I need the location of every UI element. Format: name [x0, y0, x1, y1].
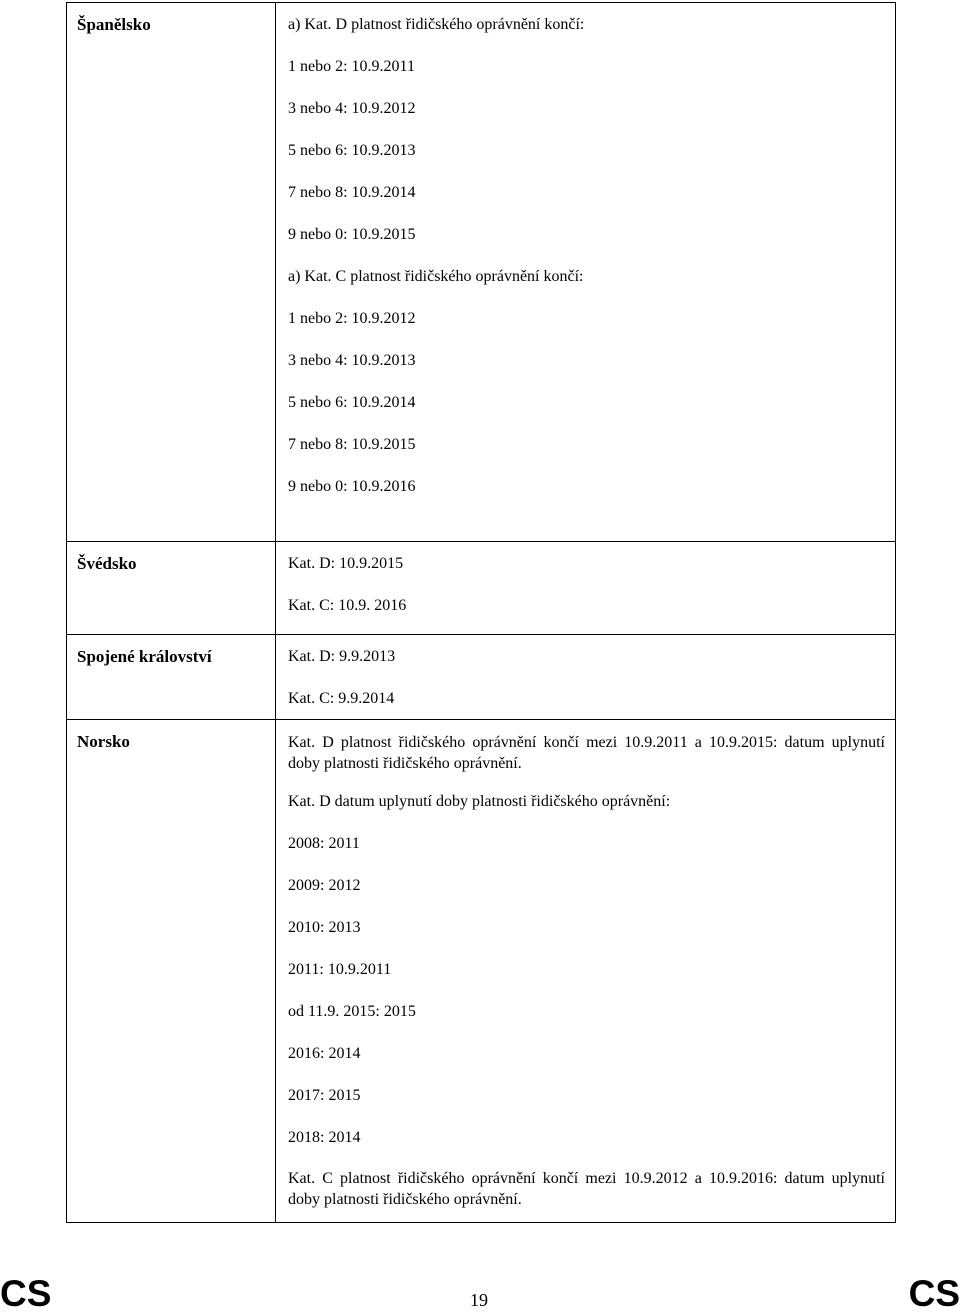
- text-line: Kat. D: 9.9.2013: [288, 648, 396, 665]
- content-cell: [276, 542, 896, 635]
- text-line: 3 nebo 4: 10.9.2013: [288, 352, 416, 369]
- text-line: a) Kat. C platnost řidičského oprávnění končí:: [288, 268, 584, 285]
- text-line: 2008: 2011: [288, 835, 360, 852]
- text-line: Kat. D datum uplynutí doby platnosti řidičského oprávnění:: [288, 793, 671, 810]
- text-line: 2010: 2013: [288, 919, 361, 936]
- country-name: Švédsko: [77, 554, 137, 573]
- text-line: od 11.9. 2015: 2015: [288, 1003, 416, 1020]
- text-line: 1 nebo 2: 10.9.2011: [288, 58, 415, 75]
- text-line: Kat. D: 10.9.2015: [288, 555, 404, 572]
- text-line: 5 nebo 6: 10.9.2014: [288, 394, 416, 411]
- text-line: 3 nebo 4: 10.9.2012: [288, 100, 416, 117]
- text-line: 5 nebo 6: 10.9.2013: [288, 142, 416, 159]
- country-cell: [67, 3, 276, 542]
- table-row: [67, 3, 896, 542]
- country-cell: [67, 720, 276, 1223]
- country-name: Spojené království: [77, 647, 212, 666]
- country-name: Norsko: [77, 732, 130, 751]
- language-code-left: CS: [0, 1273, 52, 1314]
- country-cell: [67, 542, 276, 635]
- text-paragraph: Kat. C platnost řidičského oprávnění končí mezi 10.9.2012 a 10.9.2016: datum uplynutí doby platnosti řidičského oprávnění.: [288, 1170, 885, 1208]
- text-line: 2011: 10.9.2011: [288, 961, 392, 978]
- text-line: 2018: 2014: [288, 1129, 361, 1146]
- validity-table: [66, 2, 896, 1223]
- table-row: [67, 542, 896, 635]
- text-line: 2017: 2015: [288, 1087, 361, 1104]
- text-line: 9 nebo 0: 10.9.2016: [288, 478, 416, 495]
- country-name: Španělsko: [77, 15, 151, 34]
- text-paragraph: Kat. D platnost řidičského oprávnění končí mezi 10.9.2011 a 10.9.2015: datum uplynutí doby platnosti řidičského oprávnění.: [288, 734, 885, 772]
- text-line: 1 nebo 2: 10.9.2012: [288, 310, 416, 327]
- table-row: [67, 635, 896, 720]
- text-line: 2016: 2014: [288, 1045, 361, 1062]
- text-line: a) Kat. D platnost řidičského oprávnění končí:: [288, 16, 585, 33]
- text-line: 2009: 2012: [288, 877, 361, 894]
- content-cell: [276, 720, 896, 1223]
- content-cell: [276, 3, 896, 542]
- text-line: Kat. C: 10.9. 2016: [288, 597, 407, 614]
- language-code-right: CS: [908, 1273, 960, 1314]
- text-line: 7 nebo 8: 10.9.2014: [288, 184, 416, 201]
- text-line: 9 nebo 0: 10.9.2015: [288, 226, 416, 243]
- text-line: 7 nebo 8: 10.9.2015: [288, 436, 416, 453]
- page-number: 19: [470, 1290, 488, 1310]
- content-cell: [276, 635, 896, 720]
- country-cell: [67, 635, 276, 720]
- text-line: Kat. C: 9.9.2014: [288, 690, 395, 707]
- table-row: [67, 720, 896, 1223]
